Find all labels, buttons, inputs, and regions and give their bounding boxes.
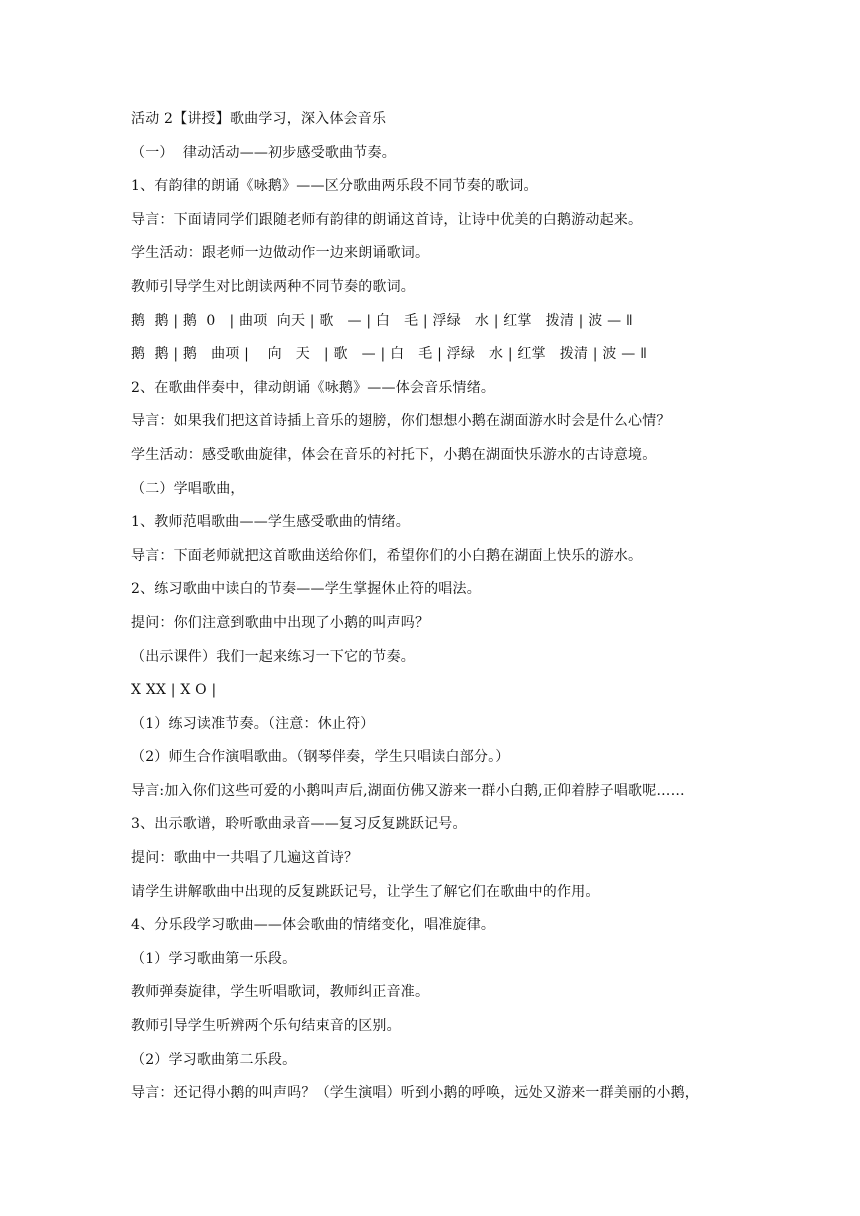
text-line: 教师引导学生听辨两个乐句结束音的区别。 — [131, 1018, 401, 1035]
text-line: 导言：如果我们把这首诗插上音乐的翅膀，你们想想小鹅在湖面游水时会是什么心情？ — [131, 413, 671, 430]
text-line: （2）学习歌曲第二乐段。 — [131, 1051, 297, 1068]
document-body — [131, 109, 741, 1117]
text-line: 教师引导学生对比朗读两种不同节奏的歌词。 — [131, 278, 415, 295]
text-line: 导言：下面老师就把这首歌曲送给你们，希望你们的小白鹅在湖面上快乐的游水。 — [131, 547, 643, 564]
subsection-heading: （一） 律动活动——初步感受歌曲节奏。 — [131, 144, 396, 161]
section-heading: 活动 2【讲授】歌曲学习，深入体会音乐 — [131, 111, 387, 127]
text-line: 2、在歌曲伴奏中，律动朗诵《咏鹅》——体会音乐情绪。 — [131, 379, 496, 396]
subsection-heading: （二）学唱歌曲， — [131, 480, 245, 497]
text-line: 教师弹奏旋律，学生听唱歌词，教师纠正音准。 — [131, 984, 430, 1001]
text-line: 学生活动：感受歌曲旋律，体会在音乐的衬托下，小鹅在湖面快乐游水的古诗意境。 — [131, 446, 657, 463]
text-line: 提问：歌曲中一共唱了几遍这首诗？ — [131, 850, 359, 867]
text-line: 2、练习歌曲中读白的节奏——学生掌握休止符的唱法。 — [131, 581, 481, 598]
text-line: 导言：下面请同学们跟随老师有韵律的朗诵这首诗，让诗中优美的白鹅游动起来。 — [131, 211, 643, 228]
text-line: （1）学习歌曲第一乐段。 — [131, 950, 297, 967]
text-line: 请学生讲解歌曲中出现的反复跳跃记号，让学生了解它们在歌曲中的作用。 — [131, 883, 600, 900]
text-line: 1、教师范唱歌曲——学生感受歌曲的情绪。 — [131, 514, 410, 531]
text-line: 导言：还记得小鹅的叫声吗？（学生演唱）听到小鹅的呼唤，远处又游来一群美丽的小鹅， — [131, 1085, 699, 1102]
text-line: （出示课件）我们一起来练习一下它的节奏。 — [131, 648, 415, 665]
text-line: 3、出示歌谱，聆听歌曲录音——复习反复跳跃记号。 — [131, 816, 467, 833]
text-line: （1）练习读准节奏。（注意：休止符） — [131, 715, 375, 732]
text-line: 1、有韵律的朗诵《咏鹅》——区分歌曲两乐段不同节奏的歌词。 — [131, 178, 538, 195]
rhythm-line: 鹅 鹅 | 鹅 曲项 | 向 天 | 歌 — | 白 毛 | 浮绿 水 | 红掌 拨清 | 波 — ǁ — [131, 346, 648, 363]
text-line: 4、分乐段学习歌曲——体会歌曲的情绪变化，唱准旋律。 — [131, 917, 496, 934]
rhythm-line: X XX | X O | — [131, 682, 217, 699]
text-line: 学生活动：跟老师一边做动作一边来朗诵歌词。 — [131, 245, 430, 262]
text-line: 导言:加入你们这些可爱的小鹅叫声后,湖面仿佛又游来一群小白鹅,正仰着脖子唱歌呢…… — [131, 782, 685, 799]
text-line: 提问：你们注意到歌曲中出现了小鹅的叫声吗？ — [131, 614, 430, 631]
text-line: （2）师生合作演唱歌曲。（钢琴伴奏，学生只唱读白部分。） — [131, 749, 510, 766]
rhythm-line: 鹅 鹅 | 鹅 0 | 曲项 向天 | 歌 — | 白 毛 | 浮绿 水 | 红掌 拨清 | 波 — ǁ — [131, 312, 634, 329]
